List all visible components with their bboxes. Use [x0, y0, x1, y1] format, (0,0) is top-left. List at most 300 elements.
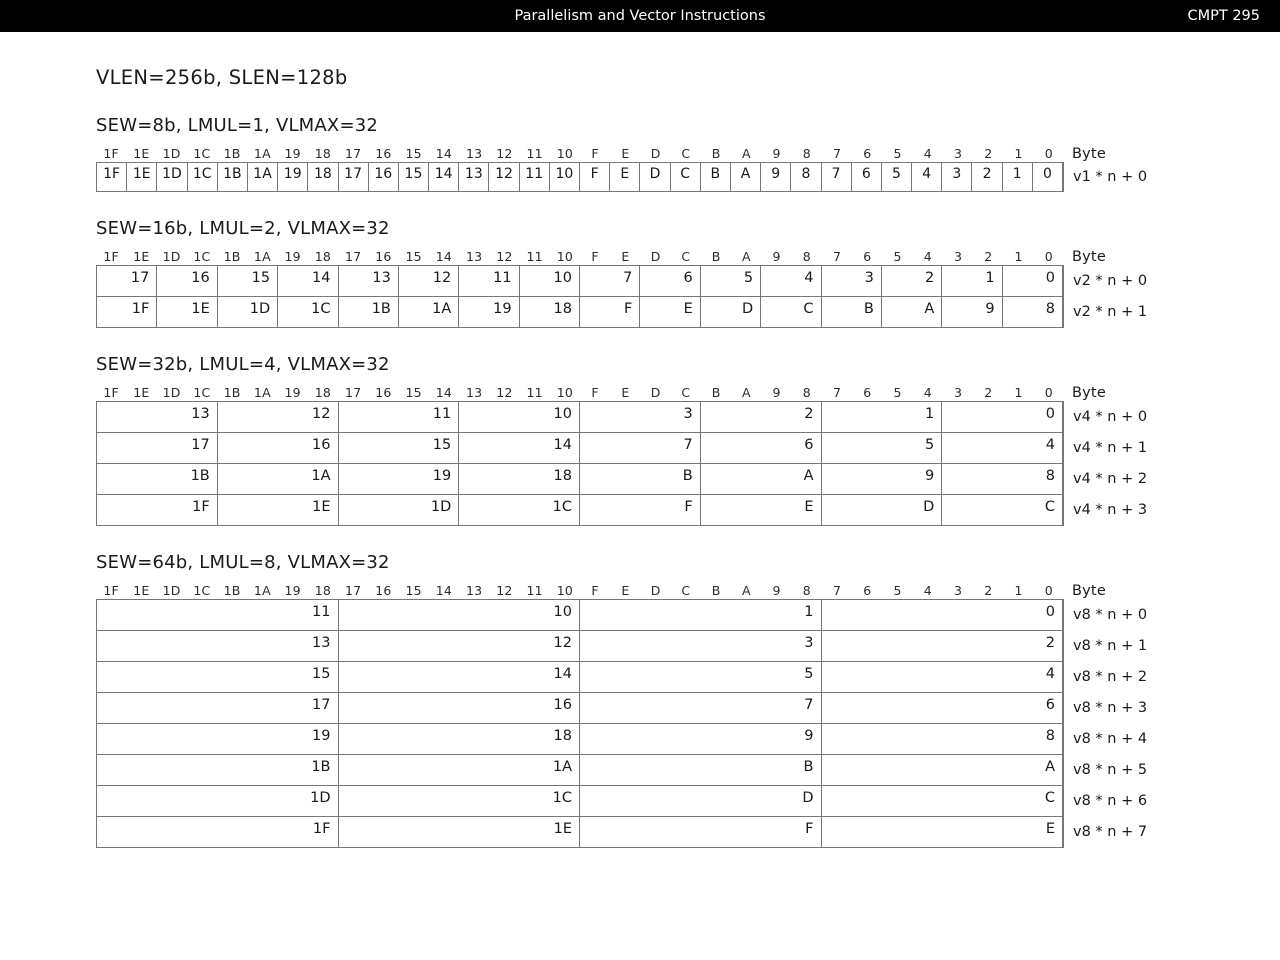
table-cell: 17 [339, 163, 369, 191]
table-cell: B [701, 163, 731, 191]
ruler-tick: 8 [802, 583, 811, 598]
byte-column-header: Byte [1072, 146, 1106, 162]
table-cell: D [640, 163, 670, 191]
table-cell: 5 [701, 266, 761, 296]
ruler-tick: C [681, 146, 691, 161]
table-cell: 1F [97, 297, 157, 327]
table-cell: 4 [822, 662, 1064, 692]
table-cell: 12 [399, 266, 459, 296]
section [96, 115, 1280, 192]
ruler-tick: 1F [103, 146, 119, 161]
table-cell: F [580, 495, 701, 525]
ruler-tick: 9 [772, 583, 781, 598]
table-cell: 1D [339, 495, 460, 525]
table-cell: 19 [278, 163, 308, 191]
ruler-tick: 5 [893, 385, 902, 400]
table-cell: 15 [339, 433, 460, 463]
ruler-tick: C [681, 385, 691, 400]
ruler-tick: 11 [526, 385, 543, 400]
top-bar [0, 0, 1280, 32]
table-cell: 16 [369, 163, 399, 191]
table-cell: 2 [822, 631, 1064, 661]
ruler-tick: 1C [193, 583, 211, 598]
ruler-tick: 1D [162, 583, 181, 598]
table-cell: 6 [822, 693, 1064, 723]
ruler-tick: 2 [984, 583, 993, 598]
table-row [96, 297, 1148, 328]
ruler-tick: 1B [223, 146, 241, 161]
table-cell: 1 [1003, 163, 1033, 191]
ruler-tick: 17 [344, 385, 362, 400]
ruler-tick: D [650, 385, 661, 400]
ruler-tick: 3 [954, 249, 963, 264]
table-cell: 10 [520, 266, 580, 296]
ruler-tick: 1A [253, 385, 271, 400]
table-row [96, 265, 1148, 297]
ruler-tick: C [681, 249, 691, 264]
ruler-tick: F [591, 385, 599, 400]
row-label: v8 * n + 3 [1073, 700, 1148, 716]
table-cell: 1D [218, 297, 278, 327]
ruler-tick: A [741, 583, 751, 598]
table-cell: 1B [97, 755, 339, 785]
table-cell: 1 [822, 402, 943, 432]
row-label: v2 * n + 0 [1073, 273, 1148, 289]
ruler-tick: 0 [1044, 385, 1053, 400]
section-heading: SEW=32b, LMUL=4, VLMAX=32 [96, 354, 390, 375]
ruler-tick: 12 [496, 146, 513, 161]
ruler-tick: 19 [284, 249, 301, 264]
table-cell: 2 [972, 163, 1002, 191]
table-row [96, 724, 1148, 755]
byte-column-header: Byte [1072, 249, 1106, 265]
ruler-tick: B [711, 385, 721, 400]
table-cell: 11 [339, 402, 460, 432]
ruler-tick: 8 [802, 385, 811, 400]
ruler-tick: 10 [556, 385, 574, 400]
section-heading: SEW=8b, LMUL=1, VLMAX=32 [96, 115, 379, 136]
ruler-tick: E [621, 583, 630, 598]
ruler-tick: A [741, 385, 751, 400]
table-cell: B [580, 755, 822, 785]
register-table [96, 599, 1148, 848]
row-label: v8 * n + 1 [1073, 638, 1148, 654]
table-cell: 18 [339, 724, 581, 754]
table-cell: 17 [97, 266, 157, 296]
register-table [96, 401, 1148, 526]
ruler-tick: 16 [375, 249, 392, 264]
table-cell: C [942, 495, 1063, 525]
ruler-tick: 1E [133, 146, 150, 161]
table-cell: 8 [822, 724, 1064, 754]
table-cell: 14 [459, 433, 580, 463]
table-cell: 15 [399, 163, 429, 191]
table-row [96, 599, 1148, 631]
table-cell: 15 [218, 266, 278, 296]
ruler-tick: 19 [284, 385, 301, 400]
ruler-tick: 1B [223, 583, 241, 598]
table-row [96, 631, 1148, 662]
byte-ruler [96, 583, 1106, 599]
row-label: v4 * n + 1 [1073, 440, 1148, 456]
ruler-tick: 4 [923, 583, 932, 598]
ruler-tick: F [591, 146, 599, 161]
table-cell: 1B [339, 297, 399, 327]
table-cell: 0 [942, 402, 1063, 432]
table-cell: 13 [97, 631, 339, 661]
section [96, 552, 1280, 848]
table-cell: 1E [218, 495, 339, 525]
byte-ruler [96, 385, 1106, 401]
table-cell: C [822, 786, 1064, 816]
table-cell: 5 [882, 163, 912, 191]
ruler-tick: A [741, 146, 751, 161]
ruler-tick: 1A [253, 146, 271, 161]
byte-column-header: Byte [1072, 385, 1106, 401]
table-cell: 1C [188, 163, 218, 191]
table-cell: 6 [640, 266, 700, 296]
ruler-tick: 14 [435, 385, 453, 400]
ruler-tick: 1 [1014, 146, 1023, 161]
ruler-tick: A [741, 249, 751, 264]
ruler-tick: 1A [253, 583, 271, 598]
table-cell: 10 [550, 163, 580, 191]
ruler-tick: 7 [833, 385, 842, 400]
table-cell: 16 [157, 266, 217, 296]
ruler-tick: 1 [1014, 249, 1023, 264]
table-cell: 14 [278, 266, 338, 296]
ruler-tick: 9 [772, 249, 781, 264]
table-cell: 19 [339, 464, 460, 494]
row-label: v8 * n + 5 [1073, 762, 1148, 778]
table-cell: 1F [97, 817, 339, 847]
ruler-tick: 14 [435, 146, 453, 161]
ruler-tick: 12 [496, 583, 513, 598]
ruler-tick: 11 [526, 249, 543, 264]
ruler-tick: 1B [223, 249, 241, 264]
row-label: v2 * n + 1 [1073, 304, 1148, 320]
byte-ruler [96, 146, 1106, 162]
table-cell: E [701, 495, 822, 525]
ruler-tick: 1C [193, 249, 211, 264]
ruler-tick: 1C [193, 385, 211, 400]
table-cell: 6 [852, 163, 882, 191]
table-cell: 0 [822, 600, 1064, 630]
ruler-tick: 18 [314, 146, 332, 161]
ruler-tick: 5 [893, 583, 902, 598]
section [96, 354, 1280, 526]
table-cell: B [580, 464, 701, 494]
ruler-tick: 1 [1014, 583, 1023, 598]
ruler-tick: 6 [863, 583, 872, 598]
ruler-tick: 1D [162, 146, 181, 161]
table-cell: 3 [822, 266, 882, 296]
table-cell: 18 [520, 297, 580, 327]
ruler-tick: E [621, 249, 630, 264]
ruler-tick: 6 [863, 385, 872, 400]
ruler-tick: 1F [103, 583, 119, 598]
table-cell: 8 [791, 163, 821, 191]
table-cell: 1A [248, 163, 278, 191]
ruler-tick: 13 [465, 385, 483, 400]
ruler-tick: F [591, 583, 599, 598]
table-cell: 12 [218, 402, 339, 432]
table-cell: 13 [339, 266, 399, 296]
ruler-tick: 1E [133, 249, 150, 264]
row-label: v1 * n + 0 [1073, 169, 1148, 185]
row-label: v8 * n + 0 [1073, 607, 1148, 623]
table-cell: 1B [97, 464, 218, 494]
table-cell: 0 [1033, 163, 1063, 191]
byte-column-header: Byte [1072, 583, 1106, 599]
ruler-tick: 10 [556, 146, 574, 161]
ruler-tick: D [650, 249, 661, 264]
ruler-tick: 15 [405, 249, 422, 264]
ruler-tick: E [621, 385, 630, 400]
table-cell: F [580, 297, 640, 327]
table-cell: A [731, 163, 761, 191]
ruler-tick: D [650, 583, 661, 598]
table-cell: 4 [761, 266, 821, 296]
register-table [96, 265, 1148, 328]
table-cell: 1E [339, 817, 581, 847]
table-cell: 17 [97, 693, 339, 723]
table-cell: E [822, 817, 1064, 847]
ruler-tick: 2 [984, 385, 993, 400]
table-cell: D [822, 495, 943, 525]
table-cell: E [640, 297, 700, 327]
table-cell: 7 [822, 163, 852, 191]
presentation-title: Parallelism and Vector Instructions [514, 8, 766, 24]
table-row [96, 401, 1148, 433]
ruler-tick: 15 [405, 146, 422, 161]
table-cell: 14 [339, 662, 581, 692]
ruler-tick: 1F [103, 249, 119, 264]
table-cell: 9 [761, 163, 791, 191]
ruler-tick: 16 [375, 385, 392, 400]
table-cell: 8 [942, 464, 1063, 494]
ruler-tick: 6 [863, 249, 872, 264]
table-cell: A [882, 297, 942, 327]
table-cell: 7 [580, 433, 701, 463]
table-cell: 10 [459, 402, 580, 432]
table-cell: 11 [459, 266, 519, 296]
table-cell: D [701, 297, 761, 327]
table-cell: 1F [97, 163, 127, 191]
ruler-tick: 2 [984, 146, 993, 161]
ruler-tick: 2 [984, 249, 993, 264]
row-label: v8 * n + 2 [1073, 669, 1148, 685]
ruler-tick: 4 [923, 146, 932, 161]
ruler-tick: 12 [496, 385, 513, 400]
ruler-tick: 5 [893, 249, 902, 264]
table-cell: 3 [580, 402, 701, 432]
ruler-tick: 4 [923, 385, 932, 400]
ruler-tick: B [711, 146, 721, 161]
table-cell: 1A [339, 755, 581, 785]
ruler-tick: 8 [802, 146, 811, 161]
table-cell: 6 [701, 433, 822, 463]
table-row [96, 755, 1148, 786]
table-cell: 5 [580, 662, 822, 692]
ruler-tick: 3 [954, 583, 963, 598]
table-row [96, 662, 1148, 693]
ruler-tick: 5 [893, 146, 902, 161]
ruler-tick: 6 [863, 146, 872, 161]
table-cell: 13 [459, 163, 489, 191]
ruler-tick: 8 [802, 249, 811, 264]
row-label: v4 * n + 2 [1073, 471, 1148, 487]
table-cell: 4 [912, 163, 942, 191]
table-cell: 3 [580, 631, 822, 661]
ruler-tick: 9 [772, 385, 781, 400]
ruler-tick: 1 [1014, 385, 1023, 400]
row-label: v8 * n + 6 [1073, 793, 1148, 809]
table-cell: 14 [429, 163, 459, 191]
ruler-tick: 19 [284, 146, 301, 161]
ruler-tick: 19 [284, 583, 301, 598]
table-cell: B [822, 297, 882, 327]
table-cell: 1C [459, 495, 580, 525]
ruler-tick: 1B [223, 385, 241, 400]
ruler-tick: D [650, 146, 661, 161]
ruler-tick: 13 [465, 583, 483, 598]
table-cell: 11 [520, 163, 550, 191]
table-row [96, 495, 1148, 526]
ruler-tick: 1F [103, 385, 119, 400]
ruler-tick: 16 [375, 146, 392, 161]
ruler-tick: 18 [314, 249, 332, 264]
row-label: v8 * n + 4 [1073, 731, 1148, 747]
table-cell: 7 [580, 266, 640, 296]
table-cell: 12 [339, 631, 581, 661]
course-code: CMPT 295 [1187, 8, 1260, 24]
ruler-tick: 14 [435, 249, 453, 264]
table-cell: 10 [339, 600, 581, 630]
table-cell: A [701, 464, 822, 494]
ruler-tick: 18 [314, 583, 332, 598]
register-table [96, 162, 1148, 192]
table-cell: A [822, 755, 1064, 785]
ruler-tick: 7 [833, 583, 842, 598]
ruler-tick: 4 [923, 249, 932, 264]
ruler-tick: 1E [133, 583, 150, 598]
table-cell: 1E [127, 163, 157, 191]
section [96, 218, 1280, 328]
slide-title: VLEN=256b, SLEN=128b [96, 66, 348, 89]
row-label: v4 * n + 3 [1073, 502, 1148, 518]
table-cell: 1 [580, 600, 822, 630]
table-cell: 15 [97, 662, 339, 692]
table-cell: 1E [157, 297, 217, 327]
table-cell: 1C [339, 786, 581, 816]
ruler-tick: 7 [833, 146, 842, 161]
ruler-tick: 15 [405, 583, 422, 598]
table-row [96, 817, 1148, 848]
ruler-tick: 13 [465, 249, 483, 264]
table-cell: 1F [97, 495, 218, 525]
ruler-tick: 1C [193, 146, 211, 161]
table-cell: E [610, 163, 640, 191]
table-row [96, 786, 1148, 817]
table-cell: 5 [822, 433, 943, 463]
ruler-tick: 17 [344, 583, 362, 598]
ruler-tick: 1D [162, 385, 181, 400]
table-cell: 7 [580, 693, 822, 723]
section-heading: SEW=64b, LMUL=8, VLMAX=32 [96, 552, 390, 573]
row-label: v8 * n + 7 [1073, 824, 1148, 840]
ruler-tick: 0 [1044, 583, 1053, 598]
ruler-tick: 16 [375, 583, 392, 598]
table-cell: 2 [701, 402, 822, 432]
table-row [96, 693, 1148, 724]
ruler-tick: 1A [253, 249, 271, 264]
table-cell: 13 [97, 402, 218, 432]
table-cell: 1B [218, 163, 248, 191]
ruler-tick: 18 [314, 385, 332, 400]
table-cell: 18 [459, 464, 580, 494]
table-cell: 9 [580, 724, 822, 754]
table-cell: 1D [97, 786, 339, 816]
table-cell: 1A [218, 464, 339, 494]
table-cell: 4 [942, 433, 1063, 463]
ruler-tick: 3 [954, 146, 963, 161]
table-cell: F [580, 163, 610, 191]
slide-body [0, 32, 1280, 848]
table-cell: 19 [459, 297, 519, 327]
ruler-tick: 7 [833, 249, 842, 264]
table-cell: 19 [97, 724, 339, 754]
table-cell: 17 [97, 433, 218, 463]
table-cell: F [580, 817, 822, 847]
table-row [96, 433, 1148, 464]
ruler-tick: 0 [1044, 146, 1053, 161]
table-cell: D [580, 786, 822, 816]
table-cell: 18 [308, 163, 338, 191]
table-cell: 1A [399, 297, 459, 327]
table-cell: C [761, 297, 821, 327]
ruler-tick: 12 [496, 249, 513, 264]
ruler-tick: F [591, 249, 599, 264]
ruler-tick: 14 [435, 583, 453, 598]
ruler-tick: B [711, 249, 721, 264]
byte-ruler [96, 249, 1106, 265]
ruler-tick: 13 [465, 146, 483, 161]
ruler-tick: 15 [405, 385, 422, 400]
ruler-tick: 3 [954, 385, 963, 400]
ruler-tick: 10 [556, 249, 574, 264]
ruler-tick: 17 [344, 146, 362, 161]
table-cell: 3 [942, 163, 972, 191]
table-cell: 11 [97, 600, 339, 630]
table-cell: 2 [882, 266, 942, 296]
ruler-tick: 9 [772, 146, 781, 161]
table-cell: 1C [278, 297, 338, 327]
table-cell: 9 [822, 464, 943, 494]
ruler-tick: 1D [162, 249, 181, 264]
table-cell: 0 [1003, 266, 1063, 296]
ruler-tick: 17 [344, 249, 362, 264]
ruler-tick: 1E [133, 385, 150, 400]
table-cell: 9 [942, 297, 1002, 327]
table-cell: 1 [942, 266, 1002, 296]
table-cell: 12 [489, 163, 519, 191]
table-cell: 16 [218, 433, 339, 463]
section-heading: SEW=16b, LMUL=2, VLMAX=32 [96, 218, 390, 239]
table-cell: C [671, 163, 701, 191]
sections-container [0, 115, 1280, 848]
ruler-tick: 0 [1044, 249, 1053, 264]
